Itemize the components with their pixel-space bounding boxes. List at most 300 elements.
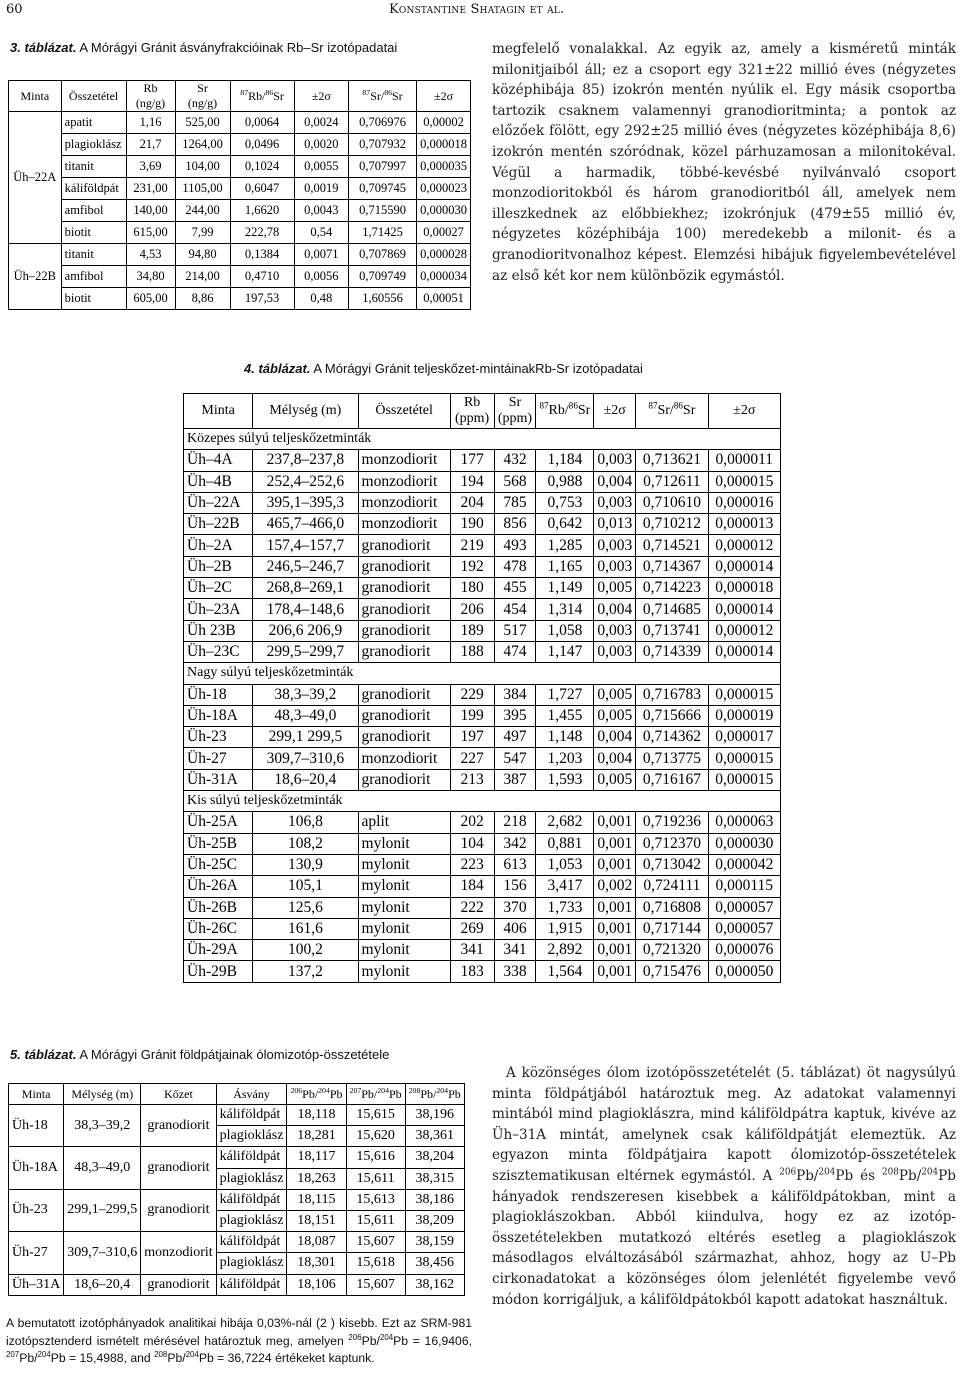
table-cell: mylonit: [358, 854, 450, 875]
table-cell: 0,719236: [636, 812, 708, 833]
table-cell: 7,99: [175, 222, 230, 244]
table-row: [184, 599, 781, 620]
table-cell: káliföldpát: [216, 1105, 287, 1126]
table-cell: 161,6: [253, 918, 358, 939]
table-cell: 18,151: [287, 1210, 346, 1231]
table-cell: 0,000012: [708, 535, 780, 556]
table-cell: 0,00002: [417, 112, 471, 134]
table-cell: Üh-26A: [184, 876, 253, 897]
table-cell: 0,003: [594, 641, 636, 662]
table-cell: 0,000016: [708, 492, 780, 513]
table-row: [9, 134, 471, 156]
table-cell: 237,8–237,8: [253, 450, 358, 471]
table-cell: 1,148: [536, 727, 594, 748]
table-cell: 0,0496: [230, 134, 294, 156]
table-cell: Üh-29A: [184, 940, 253, 961]
t5-sample-depth: 299,1–299,5: [64, 1189, 141, 1231]
table-cell: Üh-25B: [184, 833, 253, 854]
table-cell: 338: [494, 961, 536, 982]
table-cell: 38,196: [405, 1105, 464, 1126]
table-row: [184, 492, 781, 513]
table-cell: 605,00: [126, 288, 175, 310]
table-cell: biotit: [61, 288, 126, 310]
table-cell: Üh–22A: [184, 492, 253, 513]
table-row: [9, 1147, 465, 1168]
table4-caption: [244, 361, 643, 376]
table-cell: 474: [494, 641, 536, 662]
table-row: [184, 705, 781, 726]
table-cell: 0,715476: [636, 961, 708, 982]
table-cell: 206: [450, 599, 494, 620]
t5-sample-name: Üh-18A: [9, 1147, 64, 1189]
table-cell: Üh–2B: [184, 556, 253, 577]
table-row: [184, 940, 781, 961]
table-cell: 0,001: [594, 918, 636, 939]
table-row: [184, 876, 781, 897]
table-cell: 0,013: [594, 514, 636, 535]
table-cell: 34,80: [126, 266, 175, 288]
table-cell: 105,1: [253, 876, 358, 897]
table-cell: 1,60556: [348, 288, 416, 310]
table-cell: 0,000015: [708, 471, 780, 492]
t5-sample-rock: granodiorit: [141, 1147, 216, 1189]
table3-caption-text: A Mórágyi Gránit ásványfrakcióinak Rb–Sr izotópadatai: [76, 40, 398, 55]
table-cell: 0,642: [536, 514, 594, 535]
table-cell: 0,001: [594, 812, 636, 833]
table-cell: 1,593: [536, 769, 594, 790]
table-group-row: [184, 429, 781, 450]
table-row: [9, 1274, 465, 1295]
table-cell: 1264,00: [175, 134, 230, 156]
table-cell: Üh-26C: [184, 918, 253, 939]
t3-head-rbsr-ratio: $^{87}$Rb/$^{86}$Sr: [230, 81, 294, 112]
table-cell: 0,000014: [708, 641, 780, 662]
table-cell: 0,0043: [294, 200, 348, 222]
table-cell: 197: [450, 727, 494, 748]
table-cell: Üh-25A: [184, 812, 253, 833]
t4-head-rb: Rb (ppm): [450, 394, 494, 429]
table-cell: 0,000017: [708, 727, 780, 748]
table-cell: 1,915: [536, 918, 594, 939]
table-cell: 0,715666: [636, 705, 708, 726]
table-cell: Üh-29B: [184, 961, 253, 982]
table-cell: 130,9: [253, 854, 358, 875]
table-cell: 493: [494, 535, 536, 556]
table-cell: 455: [494, 578, 536, 599]
table-cell: 0,0055: [294, 156, 348, 178]
table-cell: granodiorit: [358, 578, 450, 599]
table-cell: 0,714367: [636, 556, 708, 577]
table-cell: 38,361: [405, 1126, 464, 1147]
table-row: [184, 535, 781, 556]
table-cell: 0,005: [594, 684, 636, 705]
table-cell: 0,000034: [417, 266, 471, 288]
page-number: 60: [6, 2, 23, 17]
body-text-lead-isotopes: A közönséges ólom izotópösszetételét (5. táblázat) öt nagysúlyú minta földpátjából határoztuk meg. Az adatokat valamennyi mintából mind plagioklászra, mind káliföldpátra kaptuk, kivéve az Üh–31A mintát, amelynek csak káliföldpátját elemeztük. Az egyazon minta földpátjaira kapott ólomizotóp-összetételek szisztematikusan eltérnek egymástól. A $^{206}$Pb/$^{204}$Pb és $^{208}$Pb/$^{204}$Pb hányadok rendszeresen kisebbek a káliföldpátokban, mint a plagioklászokban. Abból kiindulva, hogy ez az izotóp-összetételekben mutatkozó eltérés esetleg a plagioklászok másodlagos elváltozásából származhat, ahhoz, hogy az U–Pb cirkonadatokat a közönséges ólom jelenlétét figyelembe vevő módon korrigáljuk, a káliföldpátokból kapott adatokat használtuk.: [492, 1065, 957, 1308]
t5-sample-depth: 38,3–39,2: [64, 1105, 141, 1147]
t3-head-sigma1: ±2σ: [294, 81, 348, 112]
table-cell: 0,000063: [708, 812, 780, 833]
table-cell: 0,714223: [636, 578, 708, 599]
table-cell: 180: [450, 578, 494, 599]
t4-head-sr: Sr (ppm): [494, 394, 536, 429]
table-row: [184, 620, 781, 641]
running-head-authors: Konstantine Shatagin et al.: [389, 2, 565, 17]
table-cell: 1,455: [536, 705, 594, 726]
t3-head-sigma2: ±2σ: [417, 81, 471, 112]
table-cell: amfibol: [61, 266, 126, 288]
table-cell: 406: [494, 918, 536, 939]
table-cell: 222: [450, 897, 494, 918]
table-cell: monzodiorit: [358, 514, 450, 535]
table-cell: 38,456: [405, 1253, 464, 1274]
table-cell: 1,058: [536, 620, 594, 641]
table-cell: 0,712611: [636, 471, 708, 492]
table-row: [184, 854, 781, 875]
table-row: [9, 156, 471, 178]
table-cell: 18,115: [287, 1189, 346, 1210]
table-cell: 0,988: [536, 471, 594, 492]
table-cell: plagioklász: [216, 1126, 287, 1147]
table-cell: káliföldpát: [61, 178, 126, 200]
table-cell: 0,005: [594, 769, 636, 790]
table-cell: 0,000042: [708, 854, 780, 875]
table-cell: 183: [450, 961, 494, 982]
table-cell: Üh-18: [184, 684, 253, 705]
table-cell: 0,004: [594, 727, 636, 748]
table-cell: 0,000076: [708, 940, 780, 961]
table-cell: monzodiorit: [358, 492, 450, 513]
table4: [183, 393, 781, 983]
table-cell: monzodiorit: [358, 471, 450, 492]
table-cell: 188: [450, 641, 494, 662]
t5-sample-depth: 309,7–310,6: [64, 1232, 141, 1274]
table-cell: 0,00027: [417, 222, 471, 244]
t5-sample-rock: granodiorit: [141, 1189, 216, 1231]
table-cell: Üh-31A: [184, 769, 253, 790]
table-cell: 613: [494, 854, 536, 875]
table-cell: plagioklász: [216, 1253, 287, 1274]
table-cell: granodiorit: [358, 727, 450, 748]
t5-head-206-204: $^{206}$Pb/$^{204}$Pb: [287, 1084, 346, 1105]
t4-head-melyseg: Mélység (m): [253, 394, 358, 429]
table-cell: 0,000015: [708, 684, 780, 705]
table-cell: mylonit: [358, 940, 450, 961]
table-cell: plagioklász: [216, 1168, 287, 1189]
table-row: [9, 1189, 465, 1210]
table-cell: 1,16: [126, 112, 175, 134]
table-cell: 0,714339: [636, 641, 708, 662]
table-row: [184, 961, 781, 982]
table-cell: 0,000018: [708, 578, 780, 599]
table-cell: 190: [450, 514, 494, 535]
table-row: [184, 812, 781, 833]
table-cell: 15,616: [346, 1147, 405, 1168]
table-cell: granodiorit: [358, 641, 450, 662]
table-row: [184, 748, 781, 769]
table-cell: 0,002: [594, 876, 636, 897]
table-cell: 0,000030: [417, 200, 471, 222]
t4-head-sigma2: ±2σ: [708, 394, 780, 429]
table-cell: 0,000035: [417, 156, 471, 178]
t3-head-minta: Minta: [9, 81, 62, 112]
table-cell: 1,727: [536, 684, 594, 705]
table-cell: 8,86: [175, 288, 230, 310]
table-cell: káliföldpát: [216, 1274, 287, 1295]
table-cell: 395: [494, 705, 536, 726]
table-cell: 15,611: [346, 1168, 405, 1189]
table-cell: 18,263: [287, 1168, 346, 1189]
table-cell: 0,712370: [636, 833, 708, 854]
table-cell: 48,3–49,0: [253, 705, 358, 726]
t5-head-208-204: $^{208}$Pb/$^{204}$Pb: [405, 1084, 464, 1105]
table-cell: mylonit: [358, 897, 450, 918]
t5-head-207-204: $^{207}$Pb/$^{204}$Pb: [346, 1084, 405, 1105]
table-cell: 0,881: [536, 833, 594, 854]
table-cell: 1,203: [536, 748, 594, 769]
table-cell: 0,000011: [708, 450, 780, 471]
table-row: [184, 727, 781, 748]
table-cell: Üh–23C: [184, 641, 253, 662]
table-cell: Üh–4B: [184, 471, 253, 492]
t5-head-kozet: Kőzet: [141, 1084, 216, 1105]
table-cell: 0,001: [594, 897, 636, 918]
table-cell: 38,315: [405, 1168, 464, 1189]
table5-caption-label: 5. táblázat.: [10, 1047, 77, 1062]
table-cell: 0,706976: [348, 112, 416, 134]
table-cell: 15,613: [346, 1189, 405, 1210]
t5-head-melyseg: Mélység (m): [64, 1084, 141, 1105]
t5-head-asvany: Ásvány: [216, 1084, 287, 1105]
table-cell: 0,716167: [636, 769, 708, 790]
table-cell: 1105,00: [175, 178, 230, 200]
t4-head-srsr-ratio: $^{87}$Sr/$^{86}$Sr: [636, 394, 708, 429]
table-cell: mylonit: [358, 961, 450, 982]
table-row: [9, 266, 471, 288]
table-cell: 189: [450, 620, 494, 641]
table-cell: 229: [450, 684, 494, 705]
table-cell: 18,106: [287, 1274, 346, 1295]
table-cell: Üh-27: [184, 748, 253, 769]
table-cell: 0,713775: [636, 748, 708, 769]
table-cell: 177: [450, 450, 494, 471]
table-cell: 1,165: [536, 556, 594, 577]
table-cell: 0,000014: [708, 599, 780, 620]
table-cell: 384: [494, 684, 536, 705]
table-cell: 299,5–299,7: [253, 641, 358, 662]
table-cell: mylonit: [358, 918, 450, 939]
table-cell: 0,000050: [708, 961, 780, 982]
t3-group-label: Üh–22B: [9, 244, 62, 310]
table-cell: 525,00: [175, 112, 230, 134]
table-cell: 309,7–310,6: [253, 748, 358, 769]
table-cell: 15,620: [346, 1126, 405, 1147]
table-cell: 0,1024: [230, 156, 294, 178]
table-cell: 269: [450, 918, 494, 939]
table-cell: 94,80: [175, 244, 230, 266]
t4-head-minta: Minta: [184, 394, 253, 429]
table-cell: 0,000014: [708, 556, 780, 577]
t5-sample-rock: granodiorit: [141, 1274, 216, 1295]
t3-group-label: Üh–22A: [9, 112, 62, 244]
t5-sample-depth: 18,6–20,4: [64, 1274, 141, 1295]
table-cell: 0,710212: [636, 514, 708, 535]
table-cell: 0,000023: [417, 178, 471, 200]
table-cell: 231,00: [126, 178, 175, 200]
table-cell: 395,1–395,3: [253, 492, 358, 513]
table-cell: 1,71425: [348, 222, 416, 244]
table-cell: 299,1 299,5: [253, 727, 358, 748]
table-row: [184, 769, 781, 790]
table-row: [9, 178, 471, 200]
table-row: [184, 556, 781, 577]
table-cell: 0,707932: [348, 134, 416, 156]
table-cell: 0,54: [294, 222, 348, 244]
table-cell: Üh-26B: [184, 897, 253, 918]
table-cell: 106,8: [253, 812, 358, 833]
table3-caption-label: 3. táblázat.: [10, 40, 77, 55]
table-cell: 38,204: [405, 1147, 464, 1168]
table-cell: 18,281: [287, 1126, 346, 1147]
table-cell: Üh-25C: [184, 854, 253, 875]
table-cell: 38,159: [405, 1232, 464, 1253]
table-cell: 0,721320: [636, 940, 708, 961]
table-cell: 342: [494, 833, 536, 854]
table-cell: 246,5–246,7: [253, 556, 358, 577]
table-row: [184, 918, 781, 939]
table-cell: 341: [494, 940, 536, 961]
table-row: [184, 833, 781, 854]
table-cell: 18,118: [287, 1105, 346, 1126]
table-cell: 0,714685: [636, 599, 708, 620]
table-row: [184, 514, 781, 535]
table-cell: plagioklász: [216, 1210, 287, 1231]
t4-group-title: Nagy súlyú teljeskőzetminták: [184, 663, 781, 684]
table-cell: 206,6 206,9: [253, 620, 358, 641]
table-cell: 0,1384: [230, 244, 294, 266]
table-cell: Üh-18A: [184, 705, 253, 726]
table-cell: 252,4–252,6: [253, 471, 358, 492]
table-cell: 785: [494, 492, 536, 513]
table-cell: 0,716783: [636, 684, 708, 705]
table-cell: 0,0019: [294, 178, 348, 200]
table-row: [9, 288, 471, 310]
table-cell: titanit: [61, 156, 126, 178]
table-cell: amfibol: [61, 200, 126, 222]
table-cell: 137,2: [253, 961, 358, 982]
table-cell: 0,714521: [636, 535, 708, 556]
table-cell: 0,48: [294, 288, 348, 310]
table-cell: biotit: [61, 222, 126, 244]
table-cell: 156: [494, 876, 536, 897]
table-row: [184, 641, 781, 662]
table-cell: 0,715590: [348, 200, 416, 222]
table-cell: 199: [450, 705, 494, 726]
t3-head-osszetetel: Összetétel: [61, 81, 126, 112]
table-cell: plagioklász: [61, 134, 126, 156]
table-cell: 856: [494, 514, 536, 535]
table-cell: 184: [450, 876, 494, 897]
table-cell: 1,285: [536, 535, 594, 556]
table-cell: 223: [450, 854, 494, 875]
table-cell: granodiorit: [358, 599, 450, 620]
table-cell: 0,000057: [708, 897, 780, 918]
table-cell: 0,003: [594, 450, 636, 471]
table-cell: 0,714362: [636, 727, 708, 748]
table-cell: 0,4710: [230, 266, 294, 288]
table-row: [9, 244, 471, 266]
table-cell: 1,6620: [230, 200, 294, 222]
table4-caption-text: A Mórágyi Gránit teljeskőzet-mintáinakRb-Sr izotópadatai: [310, 361, 643, 376]
t5-sample-rock: granodiorit: [141, 1105, 216, 1147]
table-cell: 4,53: [126, 244, 175, 266]
table-cell: 370: [494, 897, 536, 918]
table-cell: 0,005: [594, 705, 636, 726]
table-cell: 0,00051: [417, 288, 471, 310]
table-cell: 497: [494, 727, 536, 748]
table-cell: 454: [494, 599, 536, 620]
t4-group-title: Közepes súlyú teljeskőzetminták: [184, 429, 781, 450]
table-cell: 1,147: [536, 641, 594, 662]
table-cell: 0,000015: [708, 748, 780, 769]
table-cell: 0,004: [594, 599, 636, 620]
table-cell: 0,000012: [708, 620, 780, 641]
table-cell: 202: [450, 812, 494, 833]
table-cell: 568: [494, 471, 536, 492]
table-cell: 100,2: [253, 940, 358, 961]
table-cell: 108,2: [253, 833, 358, 854]
table-cell: 0,003: [594, 556, 636, 577]
table-cell: granodiorit: [358, 769, 450, 790]
table-cell: 227: [450, 748, 494, 769]
table-cell: 387: [494, 769, 536, 790]
table-cell: 18,301: [287, 1253, 346, 1274]
table-cell: 1,184: [536, 450, 594, 471]
t5-sample-depth: 48,3–49,0: [64, 1147, 141, 1189]
table-cell: 194: [450, 471, 494, 492]
table-cell: 0,000013: [708, 514, 780, 535]
table-cell: 15,611: [346, 1210, 405, 1231]
table-cell: 1,053: [536, 854, 594, 875]
table-row: [184, 578, 781, 599]
table-cell: Üh–2C: [184, 578, 253, 599]
table-cell: 0,717144: [636, 918, 708, 939]
table-cell: 465,7–466,0: [253, 514, 358, 535]
t5-sample-name: Üh-23: [9, 1189, 64, 1231]
table-cell: granodiorit: [358, 620, 450, 641]
table-row: [9, 1105, 465, 1126]
table5-caption-text: A Mórágyi Gránit földpátjainak ólomizotóp-összetétele: [76, 1047, 390, 1062]
table-cell: 244,00: [175, 200, 230, 222]
table-cell: mylonit: [358, 833, 450, 854]
table-cell: 0,003: [594, 492, 636, 513]
table-cell: 0,709749: [348, 266, 416, 288]
table-cell: Üh–4A: [184, 450, 253, 471]
table-cell: Üh 23B: [184, 620, 253, 641]
table-cell: 0,713741: [636, 620, 708, 641]
table-cell: mylonit: [358, 876, 450, 897]
table-row: [9, 1232, 465, 1253]
table-cell: 0,001: [594, 854, 636, 875]
table3: [8, 80, 471, 310]
table-cell: 38,3–39,2: [253, 684, 358, 705]
table-cell: 213: [450, 769, 494, 790]
table-cell: 1,314: [536, 599, 594, 620]
table-cell: 104,00: [175, 156, 230, 178]
table-cell: 1,733: [536, 897, 594, 918]
table-cell: 0,000057: [708, 918, 780, 939]
table-cell: monzodiorit: [358, 450, 450, 471]
